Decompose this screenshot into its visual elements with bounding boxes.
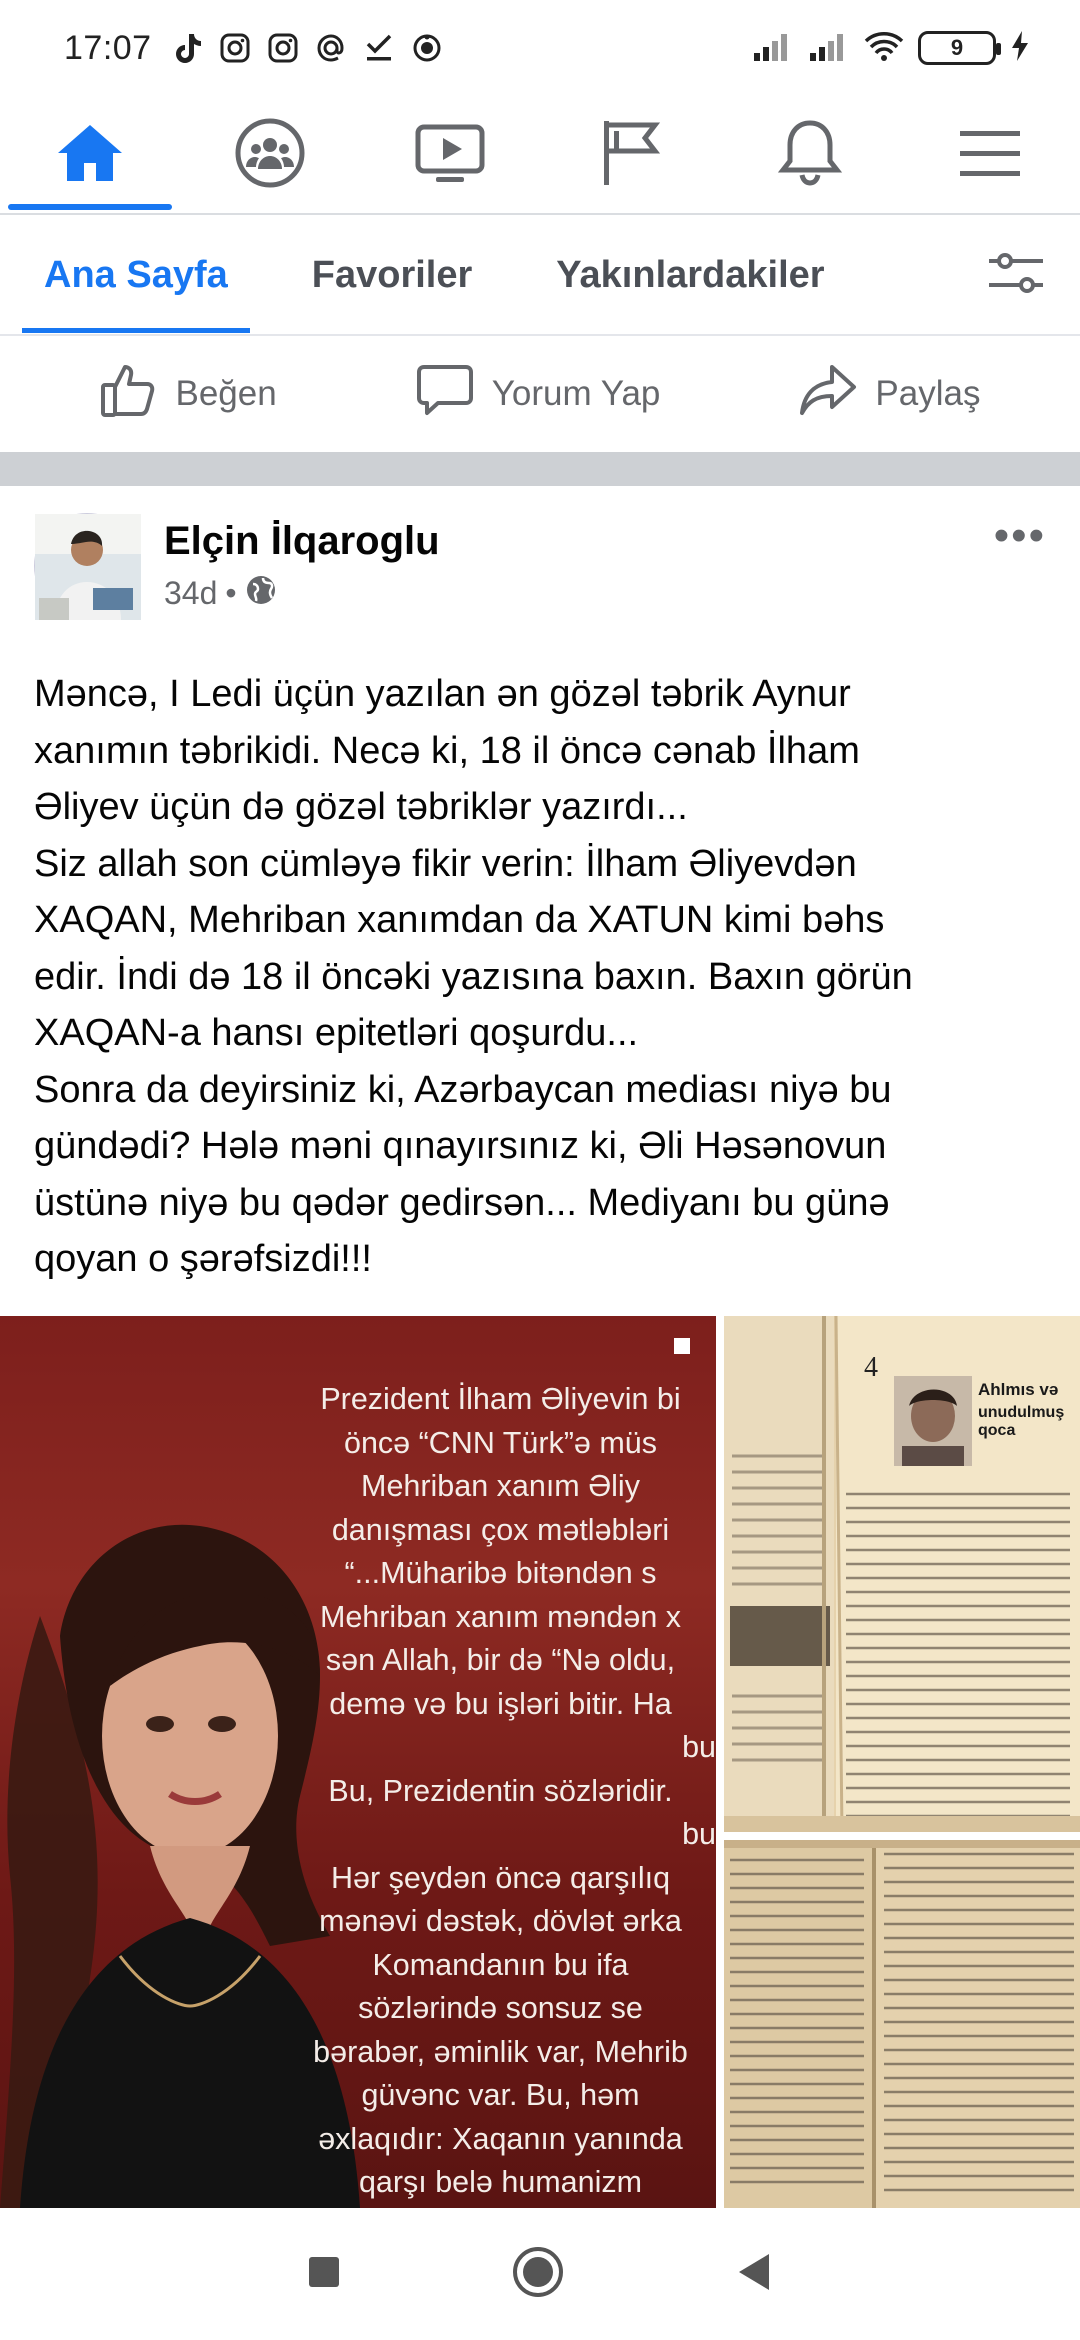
- battery-icon: 9: [918, 31, 996, 65]
- comment-label: Yorum Yap: [491, 374, 661, 413]
- like-button[interactable]: [100, 361, 277, 428]
- image-text-line: Bu, Prezidentin sözləridir.: [328, 1773, 673, 1808]
- newspaper-headline: unudulmuş qoca: [978, 1404, 1065, 1439]
- post-text-line: Əliyev üçün də gözəl təbriklər yazırdı...: [34, 786, 688, 828]
- wifi-icon: [864, 30, 904, 67]
- post-text-line: edir. İndi də 18 il öncəki yazısına baxın. Baxın görün: [34, 955, 913, 998]
- image-text-line: Komandanın bu ifa: [372, 1947, 629, 1982]
- download-check-icon: [362, 31, 396, 65]
- share-arrow-icon: [799, 361, 857, 428]
- tiktok-icon: [170, 31, 204, 65]
- menu-icon: [958, 125, 1022, 186]
- newspaper-page-number: 4: [864, 1352, 878, 1383]
- threads-icon: [314, 31, 348, 65]
- image-text-line: öncə “CNN Türk”ə müs: [344, 1425, 657, 1460]
- image-text-line: güvənc var. Bu, həm: [361, 2078, 640, 2112]
- nav-groups[interactable]: [180, 96, 360, 214]
- image-text-line: Mehriban xanım məndən x: [319, 1599, 682, 1634]
- nav-menu[interactable]: [900, 96, 1080, 214]
- image-text-line: bu: [682, 1817, 716, 1851]
- filter-sliders-icon: [987, 251, 1045, 300]
- globe-icon: [245, 574, 277, 614]
- filter-button[interactable]: [986, 245, 1046, 305]
- post-text-line: gündədi? Hələ məni qınayırsınız ki, Əli Həsənovun: [34, 1125, 887, 1167]
- status-system-icons: [752, 30, 1030, 67]
- nav-watch[interactable]: [360, 96, 540, 214]
- image-text-line: “...Müharibə bitəndən s: [344, 1556, 657, 1590]
- charging-icon: [1010, 30, 1030, 67]
- image-text-line: sözlərində sonsuz se: [358, 1991, 643, 2025]
- like-label: Beğen: [175, 374, 277, 413]
- post-body: [34, 666, 1054, 1288]
- comment-button[interactable]: [416, 361, 661, 428]
- top-navigation: [0, 96, 1080, 214]
- groups-icon: [234, 117, 306, 194]
- video-icon: [414, 121, 486, 190]
- post-time[interactable]: 34d: [164, 575, 218, 611]
- post-text-line: Sonra da deyirsiniz ki, Azərbaycan mediası niyə bu: [34, 1068, 892, 1111]
- tab-ana-sayfa[interactable]: Ana Sayfa: [22, 215, 250, 335]
- post-text-line: XAQAN, Mehriban xanımdan da XATUN kimi bəhs: [34, 899, 885, 941]
- share-button[interactable]: [799, 361, 980, 428]
- image-text-line: qarşı belə humanizm: [358, 2165, 643, 2199]
- image-text-line: bu: [682, 1730, 716, 1764]
- back-triangle-icon[interactable]: [735, 2251, 773, 2298]
- post-text-line: Siz allah son cümləyə fikir verin: İlham Əliyevdən: [34, 842, 857, 885]
- nav-home[interactable]: [0, 96, 180, 214]
- home-circle-icon[interactable]: [511, 2245, 565, 2304]
- image-text-line: Mehriban xanım Əliy: [361, 1469, 640, 1503]
- share-label: Paylaş: [875, 374, 981, 413]
- post-image-newspaper-bottom[interactable]: [724, 1840, 1080, 2208]
- nav-notifications[interactable]: [720, 96, 900, 214]
- instagram-icon: [218, 31, 252, 65]
- image-text-line: Prezident İlham Əliyevin bi: [320, 1382, 681, 1416]
- image-text-line: sən Allah, bir də “Nə oldu,: [325, 1643, 676, 1677]
- meta-dot: •: [225, 575, 237, 611]
- avatar[interactable]: [34, 513, 140, 619]
- image-text-line: demə və bu işləri bitir. Ha: [329, 1686, 672, 1721]
- flag-icon: [598, 117, 662, 194]
- bell-icon: [778, 117, 842, 194]
- post-action-bar: [0, 336, 1080, 452]
- vpn-icon: [410, 31, 444, 65]
- post-text-line: XAQAN-a hansı epitetləri qoşurdu...: [34, 1012, 639, 1054]
- thumbs-up-icon: [100, 361, 158, 428]
- author-name[interactable]: Elçin İlqaroglu: [164, 518, 440, 563]
- image-text-line: mənəvi dəstək, dövlət ərka: [319, 1904, 682, 1938]
- system-navigation-bar: [0, 2208, 1080, 2340]
- tab-favoriler[interactable]: Favoriler: [311, 253, 473, 296]
- tab-yakinlardakiler[interactable]: Yakınlardakiler: [556, 253, 825, 296]
- author-block: [164, 519, 440, 614]
- image-text-line: Hər şeydən öncə qarşılıq: [330, 1860, 671, 1895]
- comment-bubble-icon: [416, 361, 474, 428]
- image-text-line: əxlaqıdır: Xaqanın yanında: [318, 2121, 683, 2156]
- image-text-line: bərabər, əminlik var, Mehrib: [313, 2034, 688, 2069]
- home-icon: [55, 121, 125, 190]
- post-text-line: qoyan o şərəfsizdi!!!: [34, 1238, 372, 1280]
- nav-pages[interactable]: [540, 96, 720, 214]
- feed-separator: [0, 452, 1080, 486]
- signal-icon: [808, 31, 850, 66]
- post-image-newspaper-top[interactable]: [724, 1316, 1080, 1832]
- image-overlay-text: [285, 1378, 716, 2248]
- post-meta: [164, 574, 440, 614]
- feed-tabs: [0, 215, 1080, 335]
- more-options-button[interactable]: •••: [993, 511, 1046, 560]
- instagram-icon: [266, 31, 300, 65]
- signal-icon: [752, 31, 794, 66]
- status-bar: [0, 0, 1080, 96]
- post-text-line: üstünə niyə bu qədər gedirsən... Mediyanı bu günə: [34, 1181, 890, 1224]
- post-text-line: Məncə, I Ledi üçün yazılan ən gözəl təbrik Aynur: [34, 673, 851, 715]
- recents-square-icon[interactable]: [307, 2255, 341, 2294]
- post-text-line: xanımın təbrikidi. Necə ki, 18 il öncə cənab İlham: [34, 729, 860, 772]
- status-notification-icons: [170, 31, 444, 65]
- image-text-line: danışması çox mətləbləri: [331, 1512, 670, 1547]
- post-header: [0, 486, 1080, 646]
- newspaper-headline: Ahlmıs və: [978, 1380, 1059, 1399]
- status-time: 17:07: [64, 28, 152, 67]
- post-image-main[interactable]: [0, 1316, 716, 2208]
